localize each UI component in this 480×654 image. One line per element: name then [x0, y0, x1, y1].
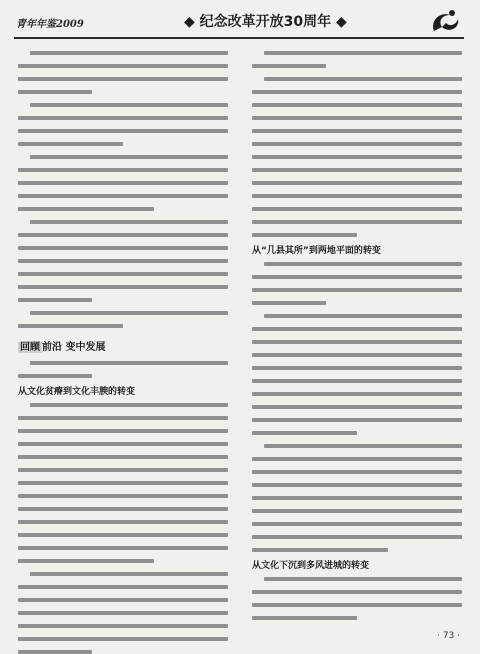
text-line — [252, 548, 388, 552]
text-line — [252, 116, 462, 120]
text-line — [252, 392, 462, 396]
text-line — [30, 361, 228, 365]
text-line — [18, 416, 228, 420]
text-line — [18, 637, 228, 641]
text-line — [18, 520, 228, 524]
text-line — [18, 585, 228, 589]
text-line — [30, 155, 228, 159]
text-line — [18, 259, 228, 263]
text-line — [18, 90, 92, 94]
text-line — [18, 116, 228, 120]
text-line — [264, 262, 462, 266]
text-line — [252, 155, 462, 159]
text-line — [264, 444, 462, 448]
text-line — [252, 181, 462, 185]
text-line — [18, 374, 92, 378]
chapter-heading-highlight: 回顾 — [20, 342, 40, 353]
right-text-column — [252, 46, 462, 621]
page-header — [14, 10, 464, 34]
text-line — [252, 418, 462, 422]
text-line — [252, 64, 326, 68]
text-line — [252, 129, 462, 133]
text-line — [18, 272, 228, 276]
text-line — [18, 481, 228, 485]
text-line — [252, 353, 462, 357]
text-line — [252, 457, 462, 461]
text-line — [252, 509, 462, 513]
chapter-heading-rest: 前沿 变中发展 — [42, 342, 106, 353]
text-line — [30, 51, 228, 55]
text-line — [30, 403, 228, 407]
text-line — [252, 168, 462, 172]
text-line — [18, 207, 154, 211]
text-line — [18, 64, 228, 68]
section-heading: 从“几县其所”到两地平面的转变 — [252, 246, 381, 256]
text-line — [252, 207, 462, 211]
text-line — [252, 496, 462, 500]
section-heading: 从文化下沉到多风进城的转变 — [252, 561, 370, 571]
chapter-heading — [18, 338, 105, 353]
text-line — [18, 77, 228, 81]
text-line — [18, 442, 228, 446]
text-line — [252, 603, 462, 607]
text-line — [18, 494, 228, 498]
text-line — [252, 379, 462, 383]
text-line — [252, 405, 462, 409]
text-line — [18, 298, 92, 302]
header-divider — [14, 37, 464, 39]
text-line — [252, 327, 462, 331]
text-line — [252, 535, 462, 539]
text-line — [18, 181, 228, 185]
text-line — [18, 533, 228, 537]
text-line — [252, 340, 462, 344]
running-head-title: 青年年鉴2009 — [16, 19, 84, 30]
text-line — [30, 103, 228, 107]
yearbook-logo-icon — [428, 7, 462, 41]
text-line — [18, 429, 228, 433]
text-line — [252, 431, 357, 435]
text-line — [252, 275, 462, 279]
text-line — [252, 616, 357, 620]
text-line — [252, 194, 462, 198]
text-line — [18, 142, 123, 146]
text-line — [252, 483, 462, 487]
text-line — [18, 233, 228, 237]
text-line — [252, 288, 462, 292]
text-line — [18, 598, 228, 602]
page-number: · 73 · — [437, 631, 460, 641]
text-line — [18, 546, 228, 550]
text-line — [18, 468, 228, 472]
section-heading: 从文化贫瘠到文化丰腴的转变 — [18, 387, 136, 397]
text-line — [252, 301, 326, 305]
text-line — [30, 311, 228, 315]
text-line — [252, 470, 462, 474]
text-line — [252, 233, 357, 237]
text-line — [252, 103, 462, 107]
text-line — [264, 77, 462, 81]
text-line — [18, 507, 228, 511]
text-line — [252, 142, 462, 146]
text-line — [18, 194, 228, 198]
text-line — [252, 522, 462, 526]
text-line — [264, 314, 462, 318]
text-line — [18, 168, 228, 172]
text-line — [18, 129, 228, 133]
text-line — [18, 559, 154, 563]
text-line — [30, 572, 228, 576]
text-line — [252, 90, 462, 94]
text-line — [18, 624, 228, 628]
text-line — [252, 590, 462, 594]
text-line — [18, 324, 123, 328]
left-text-column — [18, 46, 228, 621]
text-line — [18, 611, 228, 615]
text-line — [264, 51, 462, 55]
text-line — [18, 455, 228, 459]
text-line — [18, 285, 228, 289]
running-head-banner: ◆ 纪念改革开放30周年 ◆ — [184, 14, 347, 30]
text-line — [252, 366, 462, 370]
text-line — [30, 220, 228, 224]
text-line — [18, 246, 228, 250]
text-line — [252, 220, 462, 224]
text-line — [264, 577, 462, 581]
